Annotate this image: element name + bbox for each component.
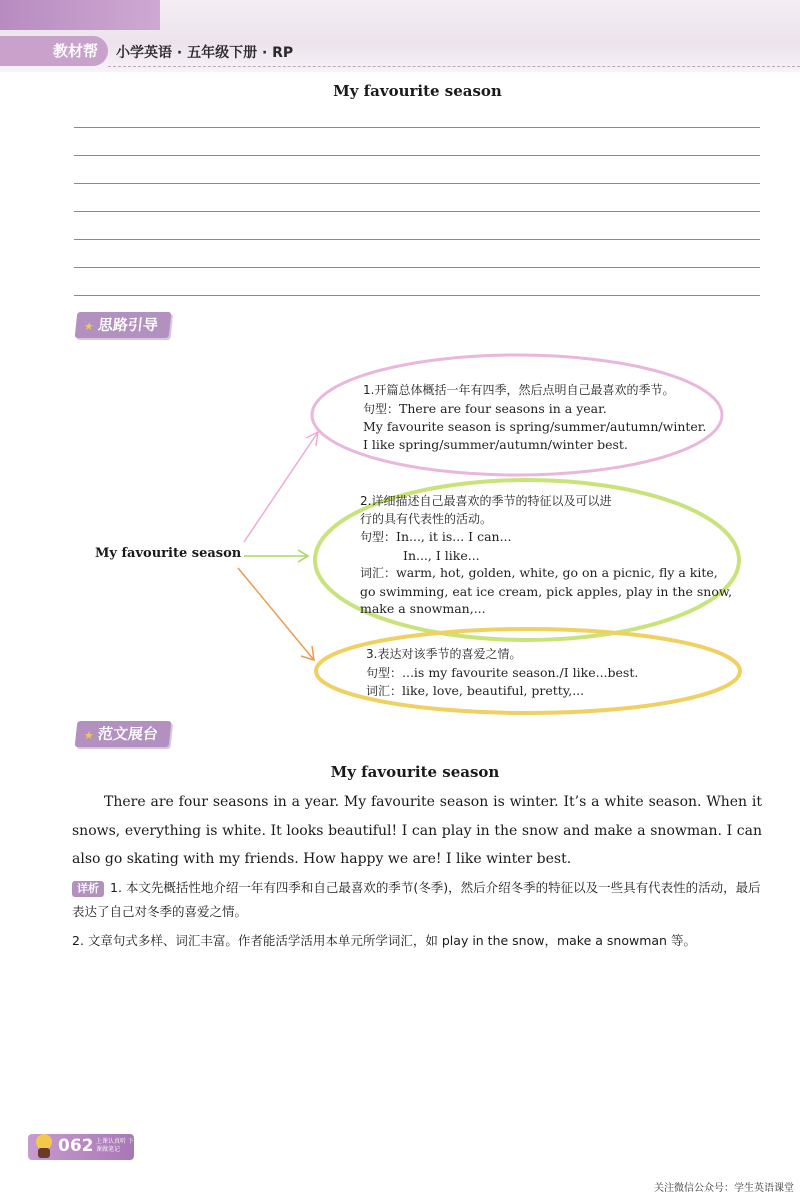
mascot-icon <box>32 1132 56 1160</box>
writing-line <box>74 183 760 184</box>
writing-line <box>74 127 760 128</box>
sample-label-text: 范文展台 <box>96 725 159 743</box>
box2-line-4: In..., I like... <box>403 547 480 563</box>
header-divider <box>108 66 800 67</box>
sample-section-label <box>75 721 172 747</box>
analysis-note-2-text: 2. 文章句式多样、词汇丰富。作者能活学活用本单元所学词汇，如 play in the snow，make a snowman 等。 <box>72 933 696 948</box>
box3-prefix-2: 词汇： <box>366 684 403 698</box>
writing-line <box>74 295 760 296</box>
analysis-note-1-text: 1. 本文先概括性地介绍一年有四季和自己最喜欢的季节(冬季)，然后介绍冬季的特征以及一些具有代表性的活动，最后表达了自己对冬季的喜爱之情。 <box>72 880 761 919</box>
header-decoration <box>0 0 160 30</box>
mind-map-root: My favourite season <box>95 546 242 561</box>
sample-paragraph <box>72 788 762 874</box>
writing-line <box>74 211 760 212</box>
writing-task-title: My favourite season <box>333 82 502 100</box>
box2-line-6: go swimming, eat ice cream, pick apples, play in the snow, <box>360 583 733 599</box>
course-title: 小学英语 · 五年级下册 · RP <box>116 45 294 61</box>
box2-line-5: warm, hot, golden, white, go on a picnic, fly a kite, <box>396 565 718 580</box>
writing-line <box>74 155 760 156</box>
box2-line-1: 2.详细描述自己最喜欢的季节的特征以及可以进 <box>360 494 612 508</box>
box1-line-3: My favourite season is spring/summer/autumn/winter. <box>363 419 707 434</box>
page-number: 062 <box>58 1136 94 1156</box>
sample-paragraph-text: There are four seasons in a year. My favourite season is winter. It’s a white season. When it snows, everything is white. It looks beautiful! I can play in the snow and make a snowman. I can also go skating with my friends. How happy we are! I like winter best. <box>72 794 762 867</box>
star-icon: ★ <box>83 320 95 333</box>
guide-label-text: 思路引导 <box>96 316 159 334</box>
book-tag: 教材帮 <box>0 36 108 66</box>
analysis-badge: 详析 <box>72 881 104 897</box>
guide-box-2 <box>360 493 750 618</box>
box3-prefix: 句型： <box>366 665 403 680</box>
box1-line-2: There are four seasons in a year. <box>399 400 607 416</box>
guide-box-1 <box>363 382 733 453</box>
writing-line <box>74 239 760 240</box>
box1-line-4: I like spring/summer/autumn/winter best. <box>363 436 628 452</box>
analysis-note-1 <box>72 876 772 924</box>
box3-line-1: 3.表达对该季节的喜爱之情。 <box>366 647 522 661</box>
sample-title: My favourite season <box>330 763 500 781</box>
box3-line-2: ...is my favourite season./I like...best. <box>402 664 639 680</box>
box2-line-3: In..., it is... I can... <box>396 529 512 544</box>
box2-line-2: 行的具有代表性的活动。 <box>360 511 493 526</box>
guide-box-3 <box>366 646 736 701</box>
footer-slogan: 上课认真听 下课做笔记 <box>96 1138 134 1153</box>
star-icon: ★ <box>83 729 95 742</box>
writing-line <box>74 267 760 268</box>
box2-prefix-2: 词汇： <box>360 566 397 580</box>
wechat-notice: 关注微信公众号：学生英语课堂 <box>654 1183 794 1194</box>
arrow-to-box-3 <box>238 568 314 660</box>
arrow-to-box-1 <box>244 432 318 542</box>
analysis-note-2 <box>72 929 772 953</box>
guide-section-label <box>75 312 172 338</box>
box1-prefix: 句型： <box>363 401 400 416</box>
box1-line-1: 1.开篇总体概括一年有四季，然后点明自己最喜欢的季节。 <box>363 383 675 397</box>
box2-prefix: 句型： <box>360 530 397 544</box>
box3-line-3: like, love, beautiful, pretty,... <box>402 683 585 698</box>
box2-line-7: make a snowman,... <box>360 601 486 616</box>
